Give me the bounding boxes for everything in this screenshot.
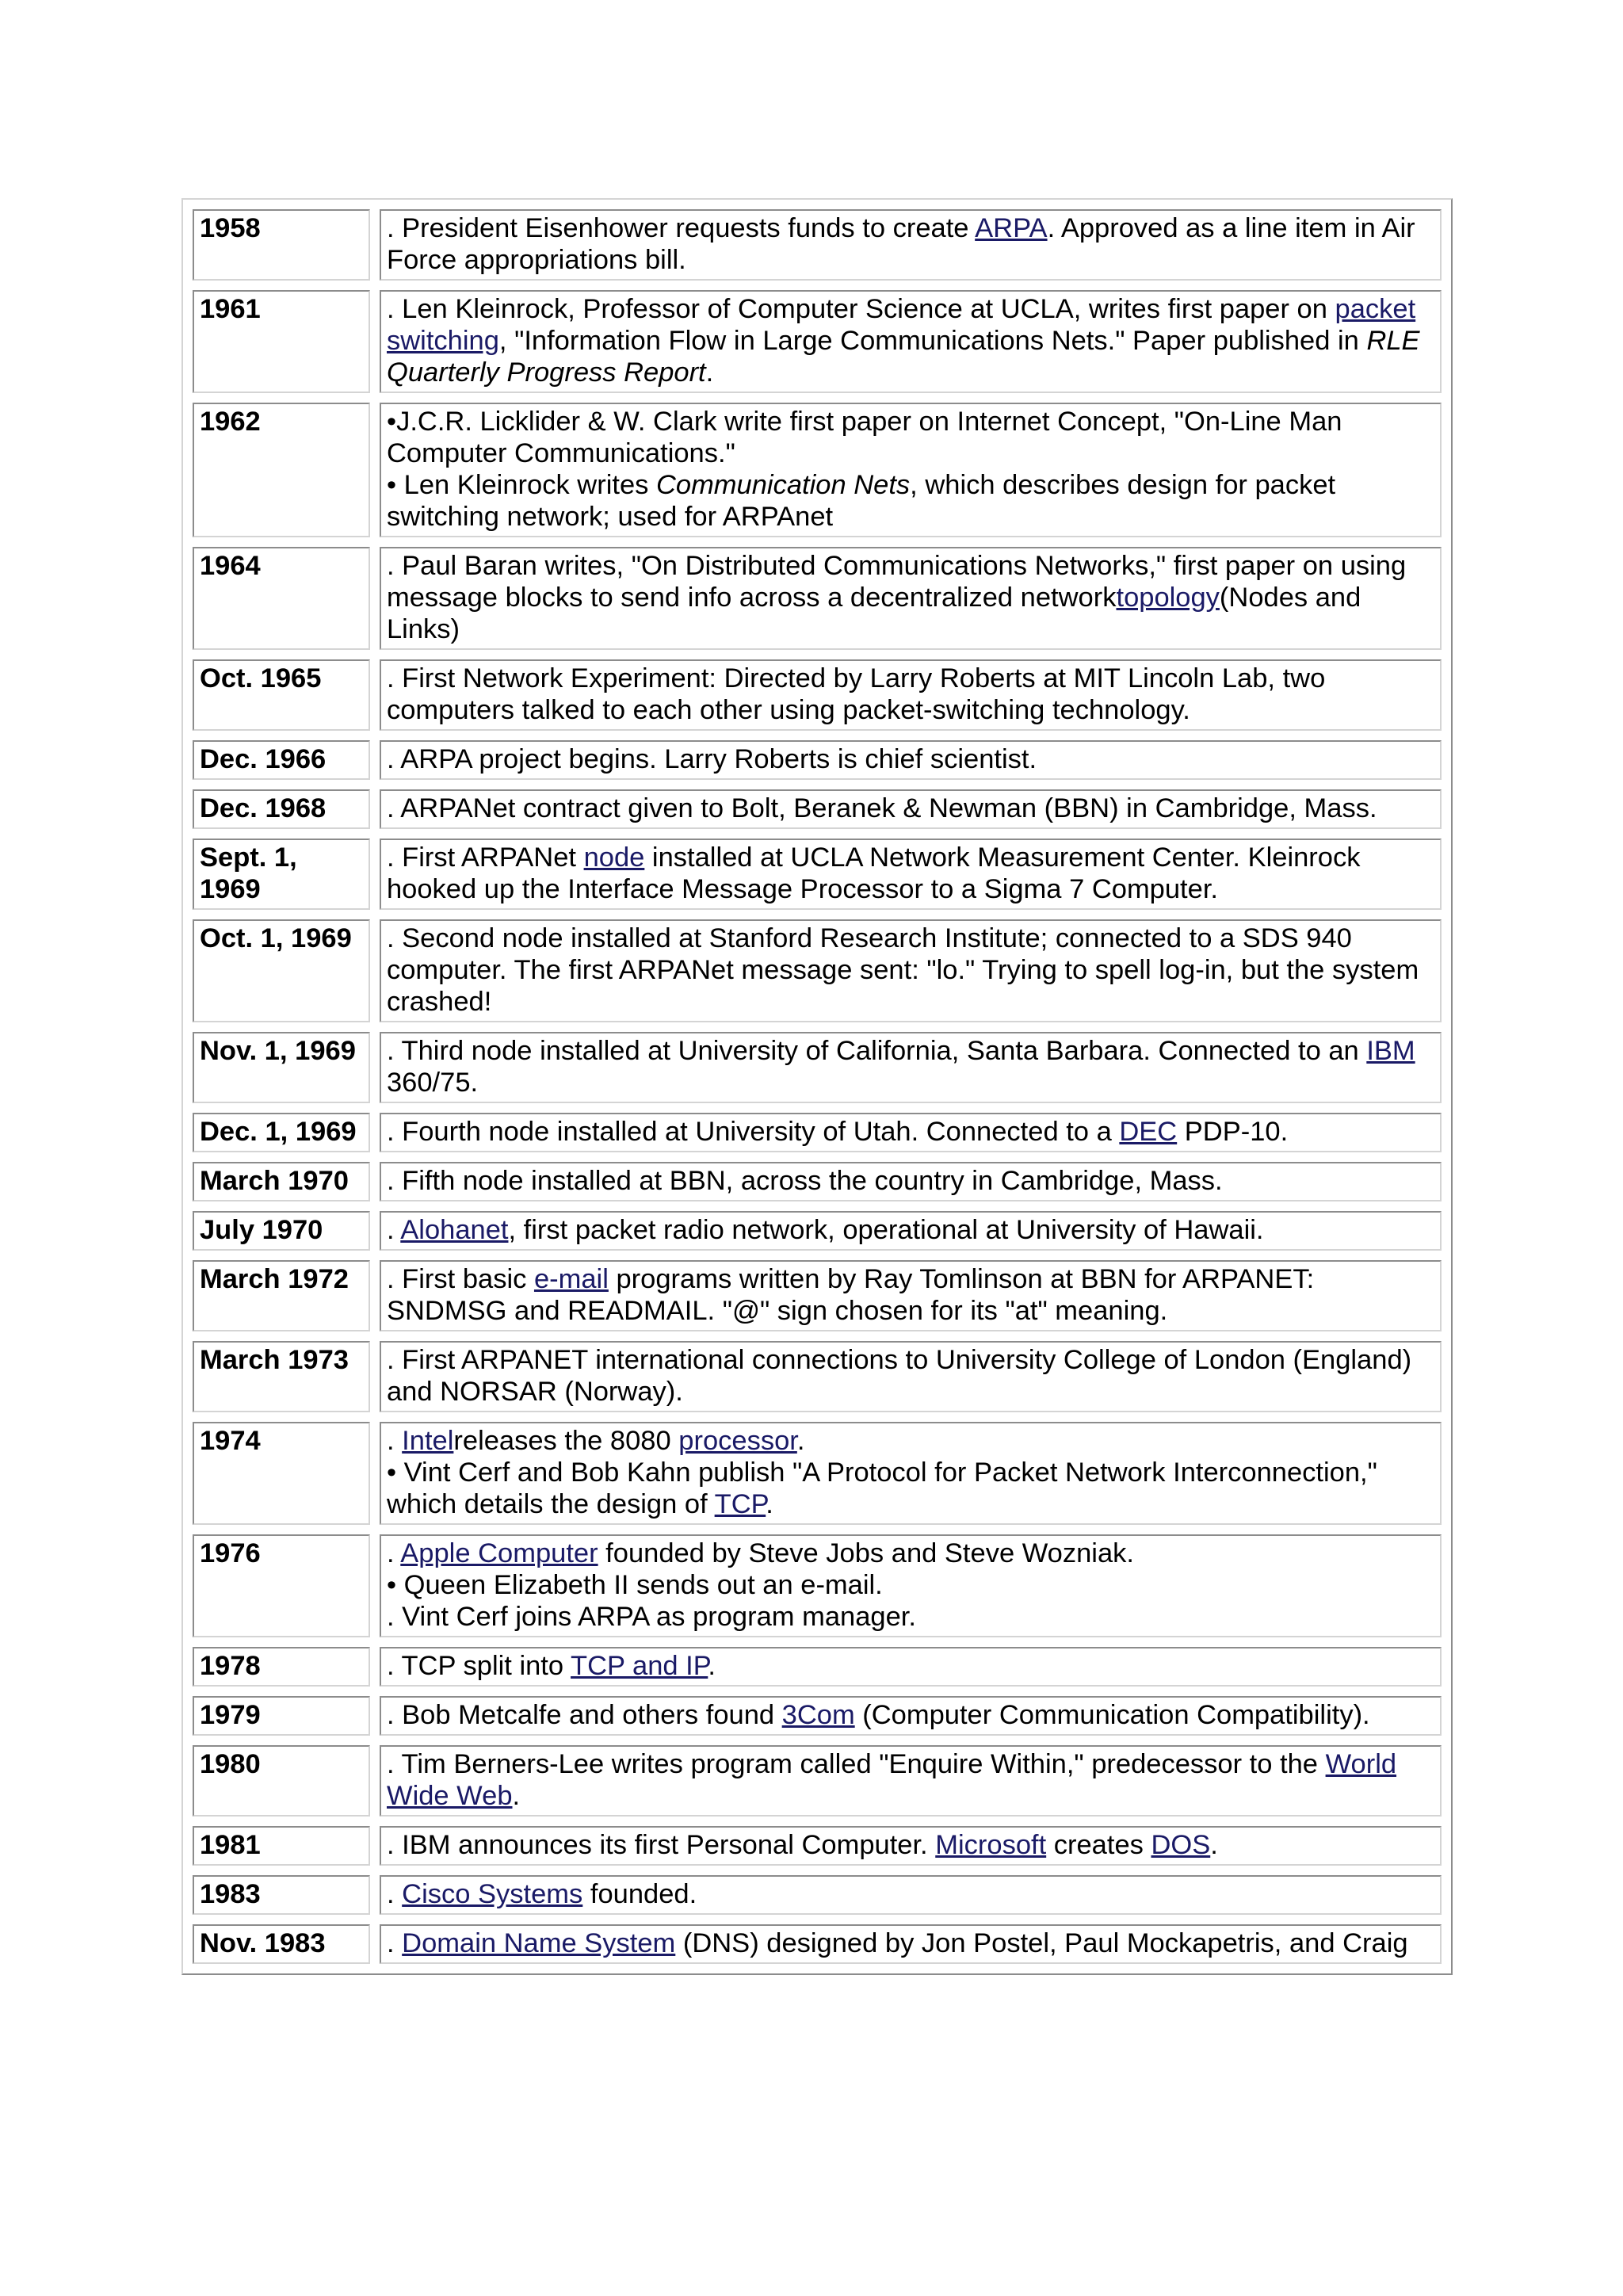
event-text: . Len Kleinrock, Professor of Computer Science at UCLA, writes first paper on: [387, 294, 1335, 324]
event-italic-text: Communication Nets: [655, 470, 911, 500]
event-text: . ARPANet contract given to Bolt, Beranek & Newman (BBN) in Cambridge, Mass.: [387, 793, 1377, 823]
event-text: .: [512, 1781, 521, 1811]
event-text: releases the 8080: [453, 1426, 679, 1456]
event-text: , "Information Flow in Large Communications Nets." Paper published in: [498, 326, 1367, 356]
event-text: .: [705, 357, 714, 388]
year-cell: 1979: [193, 1696, 370, 1736]
event-link[interactable]: DEC: [1119, 1117, 1178, 1147]
event-cell: [380, 209, 1442, 281]
event-cell: [380, 1113, 1442, 1152]
event-line: [387, 1214, 1435, 1246]
event-cell: [380, 547, 1442, 650]
event-link[interactable]: 3Com: [781, 1700, 855, 1730]
event-text: . Tim Berners-Lee writes program called "Enquire Within," predecessor to the: [387, 1749, 1326, 1779]
year-cell: 1976: [193, 1534, 370, 1637]
event-line: [387, 743, 1435, 775]
event-cell: [380, 839, 1442, 910]
event-text: .: [387, 1879, 403, 1909]
event-cell: [380, 659, 1442, 731]
event-text: (Computer Communication Compatibility).: [854, 1700, 1370, 1730]
table-row: [193, 789, 1442, 829]
event-text: •J.C.R. Licklider & W. Clark write first paper on Internet Concept, "On-Line Man Computer Communications.": [387, 407, 1342, 468]
year-cell: March 1973: [193, 1341, 370, 1412]
event-link[interactable]: Microsoft: [935, 1830, 1047, 1860]
timeline-table-frame: [181, 198, 1453, 1975]
year-cell: 1978: [193, 1647, 370, 1687]
event-text: . Second node installed at Stanford Research Institute; connected to a SDS 940 computer. The first ARPANet message sent: "lo." Trying to spell log-in, but the system crashed!: [387, 923, 1419, 1017]
event-cell: [380, 1211, 1442, 1251]
table-row: [193, 1211, 1442, 1251]
event-link[interactable]: Intel: [402, 1426, 454, 1456]
year-cell: Dec. 1, 1969: [193, 1113, 370, 1152]
event-text: creates: [1046, 1830, 1151, 1860]
event-text: . Fifth node installed at BBN, across the country in Cambridge, Mass.: [387, 1166, 1223, 1196]
event-text: 360/75.: [387, 1068, 479, 1098]
event-line: [387, 1425, 1435, 1457]
event-text: .: [1210, 1830, 1218, 1860]
event-line: [387, 1263, 1435, 1327]
table-row: [193, 403, 1442, 537]
event-text: (Nodes and Links): [387, 583, 1361, 644]
event-text: . TCP split into: [387, 1651, 571, 1681]
event-cell: [380, 1826, 1442, 1866]
table-row: [193, 1875, 1442, 1915]
event-text: , first packet radio network, operational at University of Hawaii.: [508, 1215, 1264, 1245]
event-line: [387, 1035, 1435, 1098]
event-text: PDP-10.: [1177, 1117, 1289, 1147]
year-cell: 1981: [193, 1826, 370, 1866]
event-line: [387, 1116, 1435, 1148]
table-row: [193, 839, 1442, 910]
year-cell: Oct. 1965: [193, 659, 370, 731]
event-text: , which describes design for packet switching network; used for ARPAnet: [387, 470, 1336, 532]
year-cell: 1962: [193, 403, 370, 537]
event-cell: [380, 1422, 1442, 1525]
event-text: installed at UCLA Network Measurement Center. Kleinrock hooked up the Interface Message Processor to a Sigma 7 Computer.: [387, 842, 1361, 904]
event-line: [387, 1601, 1435, 1633]
table-row: [193, 547, 1442, 650]
event-text: .: [387, 1215, 401, 1245]
event-line: [387, 293, 1435, 388]
event-cell: [380, 290, 1442, 393]
event-text: . President Eisenhower requests funds to create: [387, 213, 976, 243]
table-row: [193, 1260, 1442, 1331]
table-row: [193, 1826, 1442, 1866]
event-link[interactable]: Cisco Systems: [402, 1879, 583, 1909]
event-line: [387, 1927, 1435, 1959]
year-cell: 1980: [193, 1745, 370, 1817]
table-row: [193, 740, 1442, 780]
event-line: [387, 1748, 1435, 1812]
event-text: . Approved as a line item in Air Force appropriations bill.: [387, 213, 1415, 275]
event-cell: [380, 1534, 1442, 1637]
event-link[interactable]: Apple Computer: [400, 1538, 598, 1568]
event-cell: [380, 1647, 1442, 1687]
year-cell: July 1970: [193, 1211, 370, 1251]
year-cell: March 1972: [193, 1260, 370, 1331]
event-link[interactable]: e-mail: [533, 1264, 609, 1294]
event-text: . First ARPANet: [387, 842, 584, 873]
event-link[interactable]: Domain Name System: [402, 1928, 676, 1958]
year-cell: Sept. 1, 1969: [193, 839, 370, 910]
event-line: [387, 842, 1435, 905]
table-row: [193, 290, 1442, 393]
event-text: . Vint Cerf joins ARPA as program manager.: [387, 1602, 916, 1632]
event-text: . ARPA project begins. Larry Roberts is chief scientist.: [387, 744, 1037, 774]
event-cell: [380, 1745, 1442, 1817]
event-cell: [380, 1032, 1442, 1103]
table-row: [193, 209, 1442, 281]
year-cell: 1961: [193, 290, 370, 393]
event-text: .: [796, 1426, 805, 1456]
table-row: [193, 1696, 1442, 1736]
event-link[interactable]: TCP and IP: [571, 1651, 708, 1681]
event-link[interactable]: processor: [678, 1426, 797, 1456]
year-cell: 1958: [193, 209, 370, 281]
event-text: .: [708, 1651, 716, 1681]
event-text: .: [387, 1538, 401, 1568]
event-text: (DNS) designed by Jon Postel, Paul Mockapetris, and Craig: [675, 1928, 1408, 1958]
event-line: [387, 923, 1435, 1018]
timeline-body: [193, 209, 1442, 1964]
event-link[interactable]: IBM: [1366, 1036, 1415, 1066]
event-line: [387, 469, 1435, 533]
event-line: [387, 1344, 1435, 1408]
table-row: [193, 1032, 1442, 1103]
table-row: [193, 1422, 1442, 1525]
event-cell: [380, 740, 1442, 780]
event-cell: [380, 1696, 1442, 1736]
event-text: • Queen Elizabeth II sends out an e-mail.: [387, 1570, 883, 1600]
event-text: founded.: [582, 1879, 697, 1909]
event-cell: [380, 403, 1442, 537]
event-link[interactable]: topology: [1116, 583, 1220, 613]
event-link[interactable]: node: [583, 842, 645, 873]
event-link[interactable]: World Wide Web: [387, 1749, 1397, 1811]
table-row: [193, 1924, 1442, 1964]
table-row: [193, 659, 1442, 731]
event-text: • Len Kleinrock writes: [387, 470, 656, 500]
event-text: . Bob Metcalfe and others found: [387, 1700, 782, 1730]
event-text: . Fourth node installed at University of Utah. Connected to a: [387, 1117, 1120, 1147]
event-cell: [380, 1875, 1442, 1915]
year-cell: March 1970: [193, 1162, 370, 1201]
event-line: [387, 212, 1435, 276]
year-cell: Dec. 1966: [193, 740, 370, 780]
event-text: .: [387, 1426, 403, 1456]
event-text: . IBM announces its first Personal Computer.: [387, 1830, 936, 1860]
event-cell: [380, 1260, 1442, 1331]
year-cell: 1983: [193, 1875, 370, 1915]
table-row: [193, 1162, 1442, 1201]
event-line: [387, 1829, 1435, 1861]
timeline-table: [183, 200, 1451, 1973]
table-row: [193, 1113, 1442, 1152]
event-line: [387, 1457, 1435, 1520]
event-line: [387, 1878, 1435, 1910]
event-cell: [380, 1924, 1442, 1964]
event-cell: [380, 919, 1442, 1022]
event-text: .: [766, 1489, 773, 1519]
event-text: .: [387, 1928, 403, 1958]
event-text: . First basic: [387, 1264, 534, 1294]
event-line: [387, 1569, 1435, 1601]
event-text: . Third node installed at University of California, Santa Barbara. Connected to an: [387, 1036, 1367, 1066]
event-line: [387, 793, 1435, 824]
event-text: . Paul Baran writes, "On Distributed Communications Networks," first paper on using message blocks to send info across a decentralized network: [387, 551, 1407, 613]
year-cell: 1974: [193, 1422, 370, 1525]
event-link[interactable]: Alohanet: [400, 1215, 509, 1245]
event-text: programs written by Ray Tomlinson at BBN for ARPANET: SNDMSG and READMAIL. "@" sign chosen for its "at" meaning.: [387, 1264, 1315, 1326]
table-row: [193, 919, 1442, 1022]
event-text: founded by Steve Jobs and Steve Wozniak.: [598, 1538, 1134, 1568]
event-line: [387, 550, 1435, 645]
event-cell: [380, 1162, 1442, 1201]
event-link[interactable]: DOS: [1151, 1830, 1211, 1860]
year-cell: 1964: [193, 547, 370, 650]
table-row: [193, 1647, 1442, 1687]
event-link[interactable]: packet switching: [387, 294, 1416, 356]
event-line: [387, 1699, 1435, 1731]
event-cell: [380, 789, 1442, 829]
event-line: [387, 1538, 1435, 1569]
event-cell: [380, 1341, 1442, 1412]
event-text: . First ARPANET international connections to University College of London (England) and NORSAR (Norway).: [387, 1345, 1412, 1407]
event-line: [387, 1650, 1435, 1682]
year-cell: Nov. 1, 1969: [193, 1032, 370, 1103]
event-link[interactable]: ARPA: [975, 213, 1048, 243]
event-link[interactable]: TCP: [714, 1489, 766, 1519]
event-line: [387, 663, 1435, 726]
table-row: [193, 1745, 1442, 1817]
event-line: [387, 406, 1435, 469]
year-cell: Nov. 1983: [193, 1924, 370, 1964]
event-text: . First Network Experiment: Directed by Larry Roberts at MIT Lincoln Lab, two computers talked to each other using packet-switching technology.: [387, 663, 1326, 725]
event-text: • Vint Cerf and Bob Kahn publish "A Protocol for Packet Network Interconnection," which details the design of: [387, 1457, 1377, 1519]
table-row: [193, 1341, 1442, 1412]
year-cell: Oct. 1, 1969: [193, 919, 370, 1022]
event-italic-text: RLE Quarterly Progress Report: [387, 326, 1420, 388]
table-row: [193, 1534, 1442, 1637]
year-cell: Dec. 1968: [193, 789, 370, 829]
event-line: [387, 1165, 1435, 1197]
